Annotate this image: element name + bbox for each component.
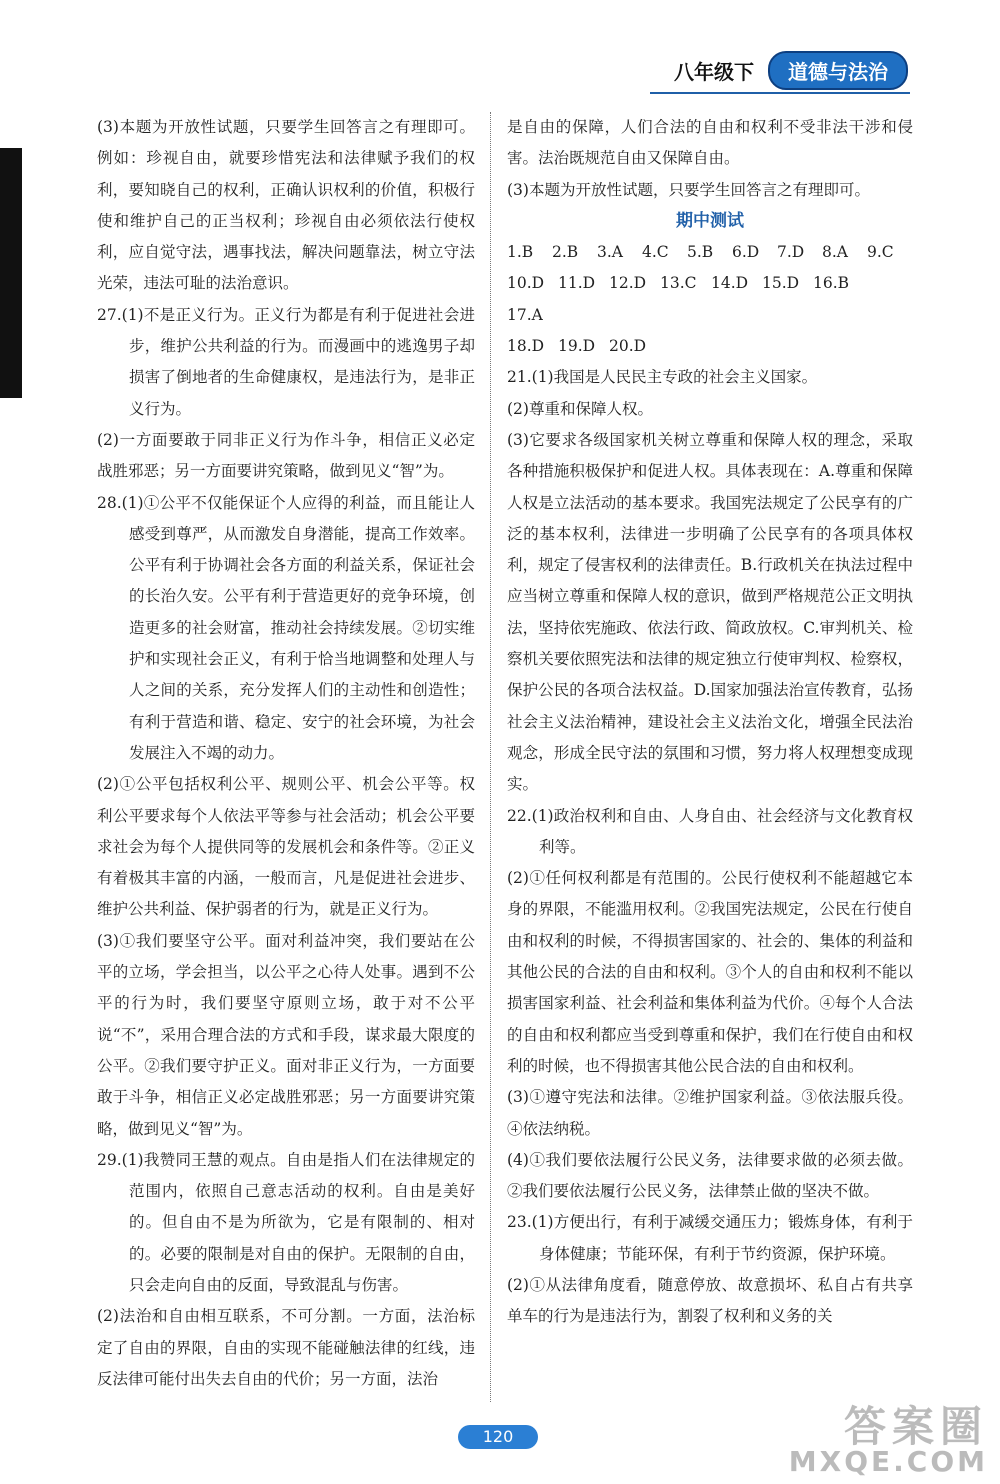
watermark-logo xyxy=(788,1402,988,1478)
choice-answer: 13.C xyxy=(660,274,697,293)
choice-answer: 5.B xyxy=(687,243,714,262)
answer-paragraph: (2)①任何权利都是有范围的。公民行使权利不能超越它本身的界限，不能滥用权利。②我国宪法规定，公民在行使自由和权利的时候，不得损害国家的、社会的、集体的利益和其他公民的合法的自由和权利。③个人的自由和权利不能以损害国家利益、社会利益和集体利益为代价。④每个人合法的自由和权利都应当受到尊重和保护，我们在行使自由和权利的时候，也不得损害其他公民合法的自由和权利。 xyxy=(507,869,913,1075)
answer-paragraph: (2)法治和自由相互联系，不可分割。一方面，法治标定了自由的界限，自由的实现不能碰触法律的红线，违反法律可能付出失去自由的代价；另一方面，法治 xyxy=(97,1307,475,1388)
answer-paragraph: 23.(1)方便出行，有利于减缓交通压力；锻炼身体，有利于身体健康；节能环保，有利于节约资源，保护环境。 xyxy=(507,1213,913,1263)
column-divider xyxy=(490,112,491,1402)
choice-answer: 8.A xyxy=(822,243,848,262)
choice-answer: 16.B xyxy=(813,274,850,293)
subject-badge: 道德与法治 xyxy=(768,51,908,90)
answer-paragraph: (3)它要求各级国家机关树立尊重和保障人权的理念，采取各种措施积极保护和促进人权。具体表现在：A.尊重和保障人权是立法活动的基本要求。我国宪法规定了公民享有的广泛的基本权利，法律进一步明确了公民享有的各项具体权利，规定了侵害权利的法律责任。B.行政机关在执法过程中应当树立尊重和保障人权的意识，做到严格规范公正文明执法，坚持依宪施政、依法行政、简政放权。C.审判机关、检察机关要依照宪法和法律的规定独立行使审判权、检察权，保护公民的各项合法权益。D.国家加强法治宣传教育，弘扬社会主义法治精神，建设社会主义法治文化，增强全民法治观念，形成全民守法的氛围和习惯，努力将人权理想变成现实。 xyxy=(507,430,913,794)
watermark-line2: MXQE.COM xyxy=(788,1445,988,1478)
answer-paragraph: (3)本题为开放性试题，只要学生回答言之有理即可。 xyxy=(507,180,870,199)
answer-paragraph: 是自由的保障，人们合法的自由和权利不受非法干涉和侵害。法治既规范自由又保障自由。 xyxy=(507,118,913,168)
answer-paragraph: 27.(1)不是正义行为。正义行为都是有利于促进社会进步，维护公共利益的行为。而漫画中的逃逸男子却损害了倒地者的生命健康权，是违法行为，是非正义行为。 xyxy=(97,305,475,418)
left-column xyxy=(97,112,475,1395)
choice-answer: 1.B xyxy=(507,243,534,262)
side-tab-marker xyxy=(0,148,22,398)
choice-answer: 2.B xyxy=(552,243,579,262)
answer-paragraph: (2)一方面要敢于同非正义行为作斗争，相信正义必定战胜邪恶；另一方面要讲究策略，做到见义“智”为。 xyxy=(97,430,475,481)
answer-paragraph: 21.(1)我国是人民民主专政的社会主义国家。 xyxy=(507,368,818,387)
choice-answer: 14.D xyxy=(711,274,749,293)
choice-answer: 10.D xyxy=(507,274,545,293)
answer-paragraph: (2)①公平包括权利公平、规则公平、机会公平等。权利公平要求每个人依法平等参与社会活动；机会公平要求社会为每个人提供同等的发展机会和条件等。②正义有着极其丰富的内涵，一般而言，凡是促进社会进步、维护公共利益、保护弱者的行为，就是正义行为。 xyxy=(97,775,475,919)
choice-answer: 11.D xyxy=(558,274,596,293)
page-header xyxy=(674,50,908,90)
choice-answer: 9.C xyxy=(867,243,894,262)
answer-paragraph: (4)①我们要依法履行公民义务，法律要求做的必须去做。②我们要依法履行公民义务，法律禁止做的坚决不做。 xyxy=(507,1150,913,1201)
choice-answer: 19.D xyxy=(558,337,596,356)
page-number: 120 xyxy=(458,1425,538,1449)
choice-answer: 20.D xyxy=(609,337,647,356)
right-column-bottom xyxy=(507,362,913,1332)
choice-answer: 17.A xyxy=(507,305,543,324)
grade-label: 八年级下 xyxy=(674,59,754,84)
answer-paragraph: 22.(1)政治权利和自由、人身自由、社会经济与文化教育权利等。 xyxy=(507,806,913,856)
header-rule xyxy=(650,92,910,94)
choice-answer: 18.D xyxy=(507,337,545,356)
answer-paragraph: (3)①遵守宪法和法律。②维护国家利益。③依法服兵役。④依法纳税。 xyxy=(507,1088,913,1138)
choice-answer: 15.D xyxy=(762,274,800,293)
choice-answer: 12.D xyxy=(609,274,647,293)
watermark-line1: 答案圈 xyxy=(843,1402,988,1451)
answer-paragraph: 28.(1)①公平不仅能保证个人应得的利益，而且能让人感受到尊严，从而激发自身潜能，提高工作效率。公平有利于协调社会各方面的利益关系，保证社会的长治久安。公平有利于营造更好的竞争环境，创造更多的社会财富，推动社会持续发展。②切实维护和实现社会正义，有利于恰当地调整和处理人与人之间的关系，充分发挥人们的主动性和创造性；有利于营造和谐、稳定、安宁的社会环境，为社会发展注入不竭的动力。 xyxy=(97,493,475,762)
choice-answer: 6.D xyxy=(732,243,760,262)
right-column-top xyxy=(507,112,913,206)
choice-answer: 7.D xyxy=(777,243,805,262)
answer-paragraph: (2)①从法律角度看，随意停放、故意损坏、私自占有共享单车的行为是违法行为，割裂了权利和义务的关 xyxy=(507,1275,913,1326)
section-title: 期中测试 xyxy=(676,210,744,231)
right-column xyxy=(507,112,913,1333)
choice-answer: 3.A xyxy=(597,243,623,262)
answer-paragraph: (3)①我们要坚守公平。面对利益冲突，我们要站在公平的立场，学会担当，以公平之心待人处事。遇到不公平的行为时，我们要坚守原则立场，敢于对不公平说“不”，采用合理合法的方式和手段，谋求最大限度的公平。②我们要守护正义。面对非正义行为，一方面要敢于斗争，相信正义必定战胜邪恶；另一方面要讲究策略，做到见义“智”为。 xyxy=(97,931,475,1138)
answer-paragraph: (2)尊重和保障人权。 xyxy=(507,399,653,418)
answer-paragraph: 29.(1)我赞同王慧的观点。自由是指人们在法律规定的范围内，依照自己意志活动的权利。自由是美好的。但自由不是为所欲为，它是有限制的、相对的。必要的限制是对自由的保护。无限制的自由，只会走向自由的反面，导致混乱与伤害。 xyxy=(97,1150,475,1294)
choice-answer: 4.C xyxy=(642,243,669,262)
choice-answers xyxy=(507,237,913,362)
answer-paragraph: (3)本题为开放性试题，只要学生回答言之有理即可。例如：珍视自由，就要珍惜宪法和法律赋予我们的权利，要知晓自己的权利，正确认识权利的价值，积极行使和维护自己的正当权利；珍视自由必须依法行使权利，应自觉守法，遇事找法，解决问题靠法，树立守法光荣，违法可耻的法治意识。 xyxy=(97,118,475,293)
